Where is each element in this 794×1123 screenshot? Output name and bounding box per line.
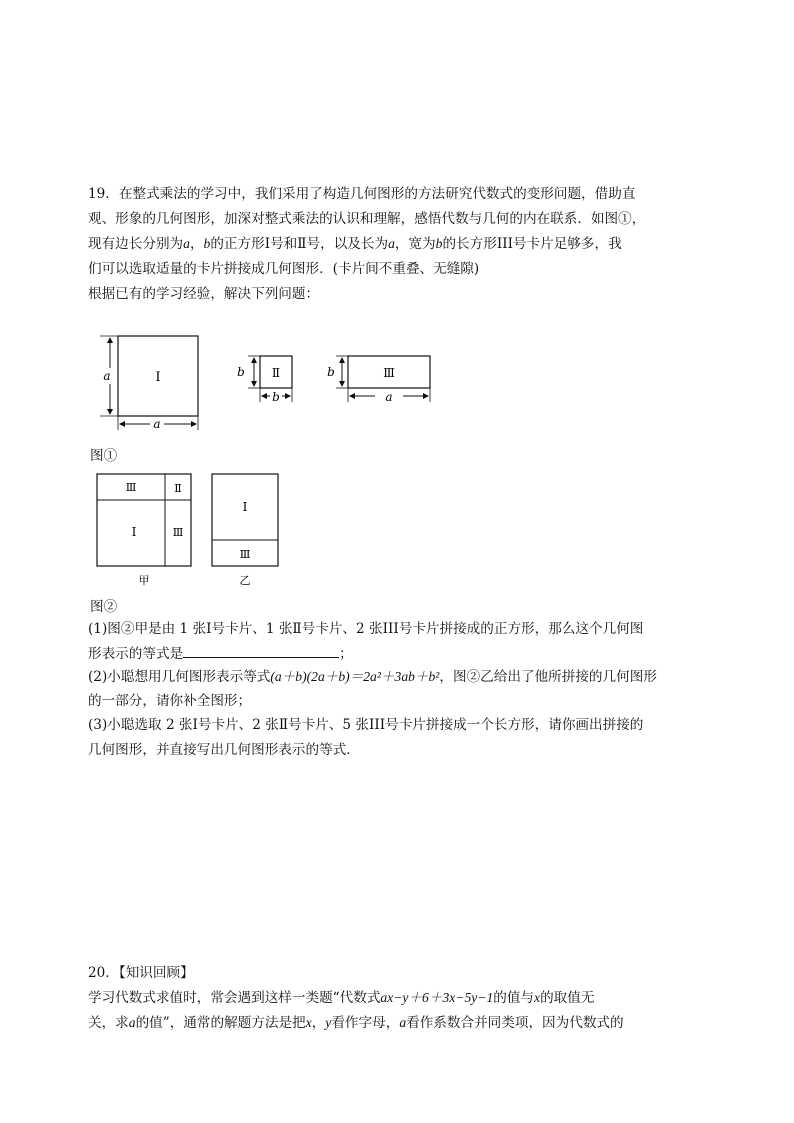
q19-line-4: 们可以选取适量的卡片拼接成几何图形．(卡片间不重叠、无缝隙)	[88, 261, 480, 277]
dim-b-vertical-III-label: b	[327, 365, 335, 379]
q19-part-3-line-2: 几何图形，并直接写出几何图形表示的等式．	[88, 742, 360, 758]
dim-a-vertical-label: a	[103, 369, 111, 383]
answer-blank[interactable]	[183, 643, 339, 658]
q19-line-1: 19．在整式乘法的学习中，我们采用了构造几何图形的方法研究代数式的变形问题，借助直	[88, 186, 636, 202]
q20-line-1: 学习代数式求值时，常会遇到这样一类题“代数式ax−y＋6＋3x−5y−1的值与x的取值无	[88, 990, 595, 1006]
q19-part-1-line-2: 形表示的等式是 ；	[88, 643, 353, 664]
yi-bottom-label: Ⅲ	[239, 548, 251, 561]
figure-1	[90, 328, 440, 436]
dim-a-horizontal-label: a	[153, 417, 161, 431]
figure-2-jia	[97, 474, 191, 566]
q20-expression: ax−y＋6＋3x−5y−1	[380, 990, 494, 1005]
jia-top-left-label: Ⅲ	[125, 481, 137, 494]
jia-right-label: Ⅲ	[172, 526, 184, 539]
dim-b-vertical-II-label: b	[237, 365, 245, 379]
q19-number: 19．	[88, 186, 119, 202]
yi-top-label: Ⅰ	[242, 500, 248, 514]
jia-center-label: Ⅰ	[131, 525, 137, 539]
figure-2	[90, 470, 290, 588]
card-II-label: Ⅱ	[271, 366, 281, 380]
jia-top-right-label: Ⅱ	[174, 482, 182, 495]
q19-part-3-line-1: (3)小聪选取 2 张Ⅰ号卡片、2 张Ⅱ号卡片、5 张III号卡片拼接成一个长方形，请你画出拼接的	[88, 717, 644, 733]
dim-a-horizontal-III-label: a	[385, 390, 393, 404]
card-III-label: Ⅲ	[383, 366, 395, 380]
q19-line-5: 根据已有的学习经验，解决下列问题：	[88, 286, 320, 302]
figure-2-yi	[212, 474, 278, 566]
q20-number: 20．	[88, 965, 119, 981]
q19-part-2-line-2: 的一部分，请你补全图形；	[88, 693, 252, 709]
q20-line-2: 关，求a的值”，通常的解题方法是把x，y看作字母，a看作系数合并同类项，因为代数式的	[88, 1015, 624, 1031]
figure-2-caption: 图②	[90, 599, 118, 615]
equation: (a＋b)(2a＋b)＝2a²＋3ab＋b²	[270, 669, 440, 684]
q19-part-1-line-1: (1)图②甲是由 1 张Ⅰ号卡片、1 张Ⅱ号卡片、2 张III号卡片拼接成的正方形，那么这个几何图	[88, 621, 644, 637]
q19-line-3: 现有边长分别为a，b的正方形Ⅰ号和Ⅱ号，以及长为a，宽为b的长方形III号卡片足够多，我	[88, 236, 622, 252]
q19-part-2-line-1: (2)小聪想用几何图形表示等式(a＋b)(2a＋b)＝2a²＋3ab＋b²，图②乙给出了他所拼接的几何图形	[88, 669, 657, 685]
q19-line-2: 观、形象的几何图形，加深对整式乘法的认识和理解，感悟代数与几何的内在联系．如图①，	[88, 211, 646, 227]
q20-heading: 20．【知识回顾】	[88, 965, 194, 981]
jia-caption: 甲	[138, 574, 150, 587]
dim-b-horizontal-II-label: b	[272, 390, 280, 404]
figure-1-caption: 图①	[90, 448, 118, 464]
card-I-label: Ⅰ	[155, 370, 161, 385]
yi-caption: 乙	[239, 574, 251, 587]
